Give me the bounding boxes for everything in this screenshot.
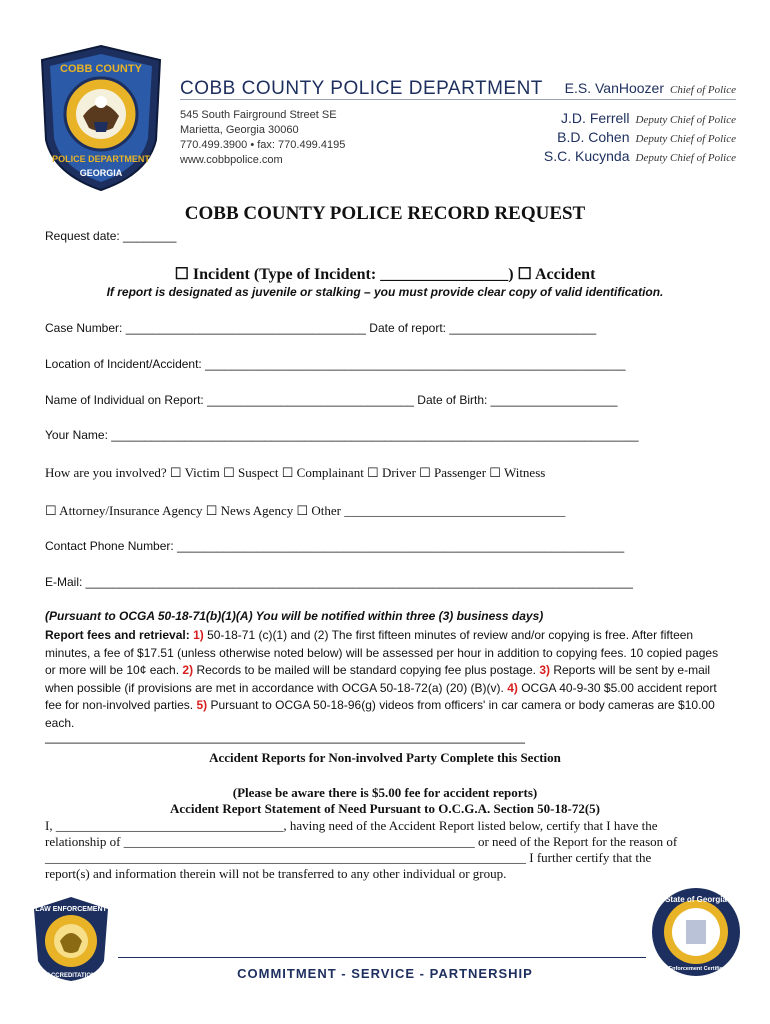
svg-text:POLICE DEPARTMENT: POLICE DEPARTMENT bbox=[52, 154, 150, 164]
svg-text:COBB COUNTY: COBB COUNTY bbox=[60, 63, 142, 75]
incident-type-row[interactable]: ☐ Incident (Type of Incident: ________________) ☐ Accident bbox=[174, 266, 596, 283]
statement-title: Accident Report Statement of Need Pursuant to O.C.G.A. Section 50-18-72(5) bbox=[169, 801, 600, 816]
footer-rule bbox=[118, 957, 646, 958]
official-deputy: B.D. Cohen Deputy Chief of Police bbox=[557, 129, 736, 145]
svg-text:Law Enforcement Certification: Law Enforcement Certification bbox=[656, 966, 736, 972]
request-date-field[interactable]: Request date: ________ bbox=[45, 229, 177, 243]
department-name: COBB COUNTY POLICE DEPARTMENT bbox=[180, 78, 543, 99]
section-separator: ________________________________________________________________________________ bbox=[45, 731, 525, 745]
your-name-field[interactable]: Your Name: _______________________________________________________________________________ bbox=[45, 428, 639, 442]
juvenile-note: If report is designated as juvenile or stalking – you must provide clear copy of valid identification. bbox=[106, 285, 664, 299]
georgia-certification-seal-icon bbox=[650, 886, 742, 978]
statement-line: report(s) and information therein will not be transferred to any other individual or group. bbox=[45, 866, 507, 881]
email-field[interactable]: E-Mail: __________________________________________________________________________________ bbox=[45, 575, 633, 589]
fees-paragraph: Report fees and retrieval: 1) 50-18-71 (c)(1) and (2) The first fifteen minutes of review and/or copying is free. After fifteen minutes, a fee of $17.51 (unless otherwise noted below) will be assessed per hour in addition to copying fees. 10 copied pages or more will be 10¢ each. 2) Records to be mailed will be standard copying fee plus postage. 3) Reports will be sent by e-mail when possible (if provisions are met in accordance with OCGA 50-18-72(a) (20) (B)(v). 4) OCGA 40-9-30 $5.00 accident report fee for non-involved parties. 5) Pursuant to OCGA 50-18-96(g) videos from officers' in car camera or body cameras are $10.00 each. bbox=[45, 628, 719, 730]
case-number-field[interactable]: Case Number: ____________________________________ Date of report: ______________________ bbox=[45, 321, 597, 335]
involvement-checkboxes-2[interactable]: ☐ Attorney/Insurance Agency ☐ News Agency ☐ Other __________________________________ bbox=[45, 503, 566, 518]
official-deputy: J.D. Ferrell Deputy Chief of Police bbox=[561, 110, 736, 126]
location-field[interactable]: Location of Incident/Accident: _______________________________________________________________ bbox=[45, 357, 626, 371]
svg-text:State of Georgia: State of Georgia bbox=[665, 895, 727, 904]
phone-field[interactable]: Contact Phone Number: ___________________________________________________________________ bbox=[45, 539, 625, 553]
svg-text:LAW ENFORCEMENT: LAW ENFORCEMENT bbox=[35, 906, 107, 913]
police-badge-logo bbox=[38, 42, 164, 192]
involvement-checkboxes[interactable]: How are you involved? ☐ Victim ☐ Suspect ☐ Complainant ☐ Driver ☐ Passenger ☐ Witness bbox=[45, 465, 546, 480]
address-line: 545 South Fairground Street SE bbox=[180, 109, 337, 121]
footer-slogan: COMMITMENT - SERVICE - PARTNERSHIP bbox=[237, 966, 533, 981]
svg-text:ACCREDITATION: ACCREDITATION bbox=[46, 973, 96, 979]
official-deputy: S.C. Kucynda Deputy Chief of Police bbox=[543, 148, 736, 164]
official-chief: E.S. VanHoozer Chief of Police bbox=[564, 80, 736, 96]
statement-line[interactable]: I, ___________________________________, having need of the Accident Report listed below, certify that I have the bbox=[45, 818, 658, 833]
address-line: Marietta, Georgia 30060 bbox=[180, 124, 299, 136]
phone-fax-line: 770.499.3900 • fax: 770.499.4195 bbox=[180, 139, 346, 151]
fee-notice: (Please be aware there is $5.00 fee for accident reports) bbox=[232, 785, 538, 800]
svg-text:GEORGIA: GEORGIA bbox=[79, 168, 123, 178]
pursuant-notice: (Pursuant to OCGA 50-18-71(b)(1)(A) You will be notified within three (3) business days) bbox=[45, 609, 544, 623]
statement-line[interactable]: __________________________________________________________________________ I further certify that the bbox=[45, 850, 652, 865]
name-on-report-field[interactable]: Name of Individual on Report: _______________________________ Date of Birth: ___________________ bbox=[45, 393, 618, 407]
section-title: Accident Reports for Non-involved Party Complete this Section bbox=[209, 750, 561, 765]
statement-line[interactable]: relationship of ______________________________________________________ or need of the Report for the reason of bbox=[45, 834, 678, 849]
header-divider bbox=[180, 99, 736, 100]
form-title: COBB COUNTY POLICE RECORD REQUEST bbox=[184, 203, 586, 224]
website-line: www.cobbpolice.com bbox=[180, 154, 283, 166]
